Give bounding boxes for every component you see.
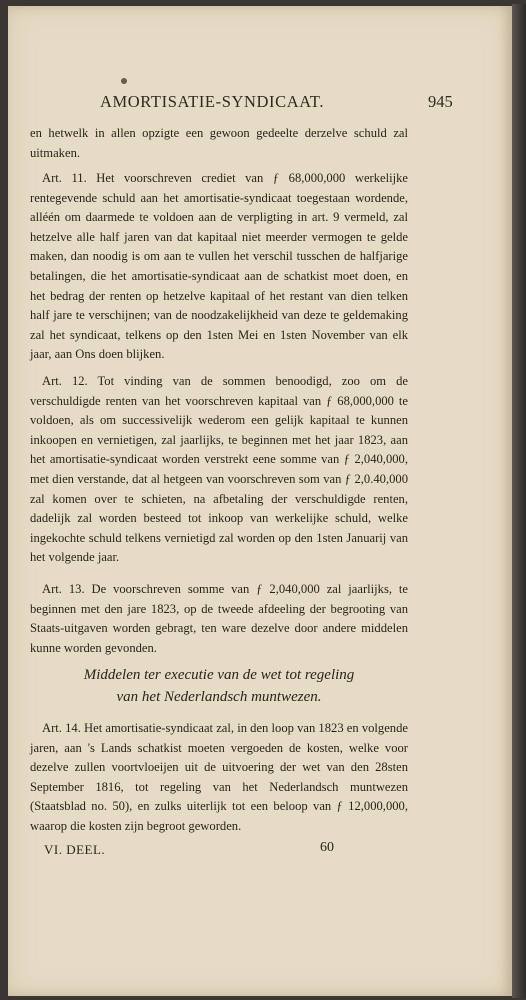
book-fore-edge [512, 4, 526, 998]
catchword: 60 [320, 840, 334, 855]
section-heading-line-1: Middelen ter executie van de wet tot regeling [83, 667, 355, 683]
book-page [8, 6, 512, 996]
ornament-dot [121, 78, 127, 84]
running-title: AMORTISATIE-SYNDICAAT. [100, 92, 325, 111]
article-11: Art. 11. Het voorschreven crediet van ƒ 68,000,000 werkelijke rentegevende schuld aan het amortisatie-syndicaat toegestaan wordende, alléén om daarmede te voldoen aan de verpligting in art. 9 vermeld, zal hetzelve alle half jaren van dat kapitaal niet meerder vermogen te gelde maken, dan noodig is om aan te vullen het verschil tusschen de halfjarige betalingen, die het amortisatie-syndicaat aan de schatkist moet doen, en het bedrag der renten op hetzelve kapitaal of het restant van dien telken half jare te verschijnen; van de noodzakelijkheid van deze te geldemaking zal het syndicaat, telkens op den 1sten Mei en 1sten November van elk jaar, aan Ons doen blijken. [30, 171, 408, 362]
paragraph-continuation: en hetwelk in allen opzigte een gewoon gedeelte derzelve schuld zal uitmaken. [30, 126, 408, 160]
signature-mark: VI. DEEL. [44, 842, 106, 857]
article-14: Art. 14. Het amortisatie-syndicaat zal, in den loop van 1823 en volgende jaren, aan 's Lands schatkist moeten vergoeden de kosten, welke voor dezelve zullen voortvloeijen uit de uitvoering der wet van den 28sten September 1816, tot regeling van het Nederlandsch muntwezen (Staatsblad no. 50), en zulks uiterlijk tot een beloop van ƒ 12,000,000, waarop die kosten zijn begroot geworden. [30, 721, 408, 833]
article-12: Art. 12. Tot vinding van de sommen benoodigd, zoo om de verschuldigde renten van het voorschreven kapitaal van ƒ 68,000,000 te voldoen, als om successivelijk wederom een gelijk kapitaal te kunnen inkoopen en vernietigen, zal jaarlijks, te beginnen met het jaar 1823, aan het amortisatie-syndicaat worden verstrekt eene somme van ƒ 2,040,000, met dien verstande, dat al hetgeen van voorschreven som van ƒ 2,0.40,000 zal komen over te schieten, na afbetaling der verschuldigde renten, dadelijk zal worden besteed tot inkoop van werkelijke schuld, welke ingekochte schuld telkens vernietigd zal worden op den 1sten Januarij van het volgende jaar. [30, 374, 408, 565]
section-heading-line-2: van het Nederlandsch muntwezen. [116, 689, 322, 705]
article-13: Art. 13. De voorschreven somme van ƒ 2,040,000 zal jaarlijks, te beginnen met den jare 1823, op de tweede afdeeling der begrooting van Staats-uitgaven worden gebragt, ten ware dezelve door andere middelen kunne worden gevonden. [30, 582, 408, 655]
page-number: 945 [428, 92, 453, 111]
